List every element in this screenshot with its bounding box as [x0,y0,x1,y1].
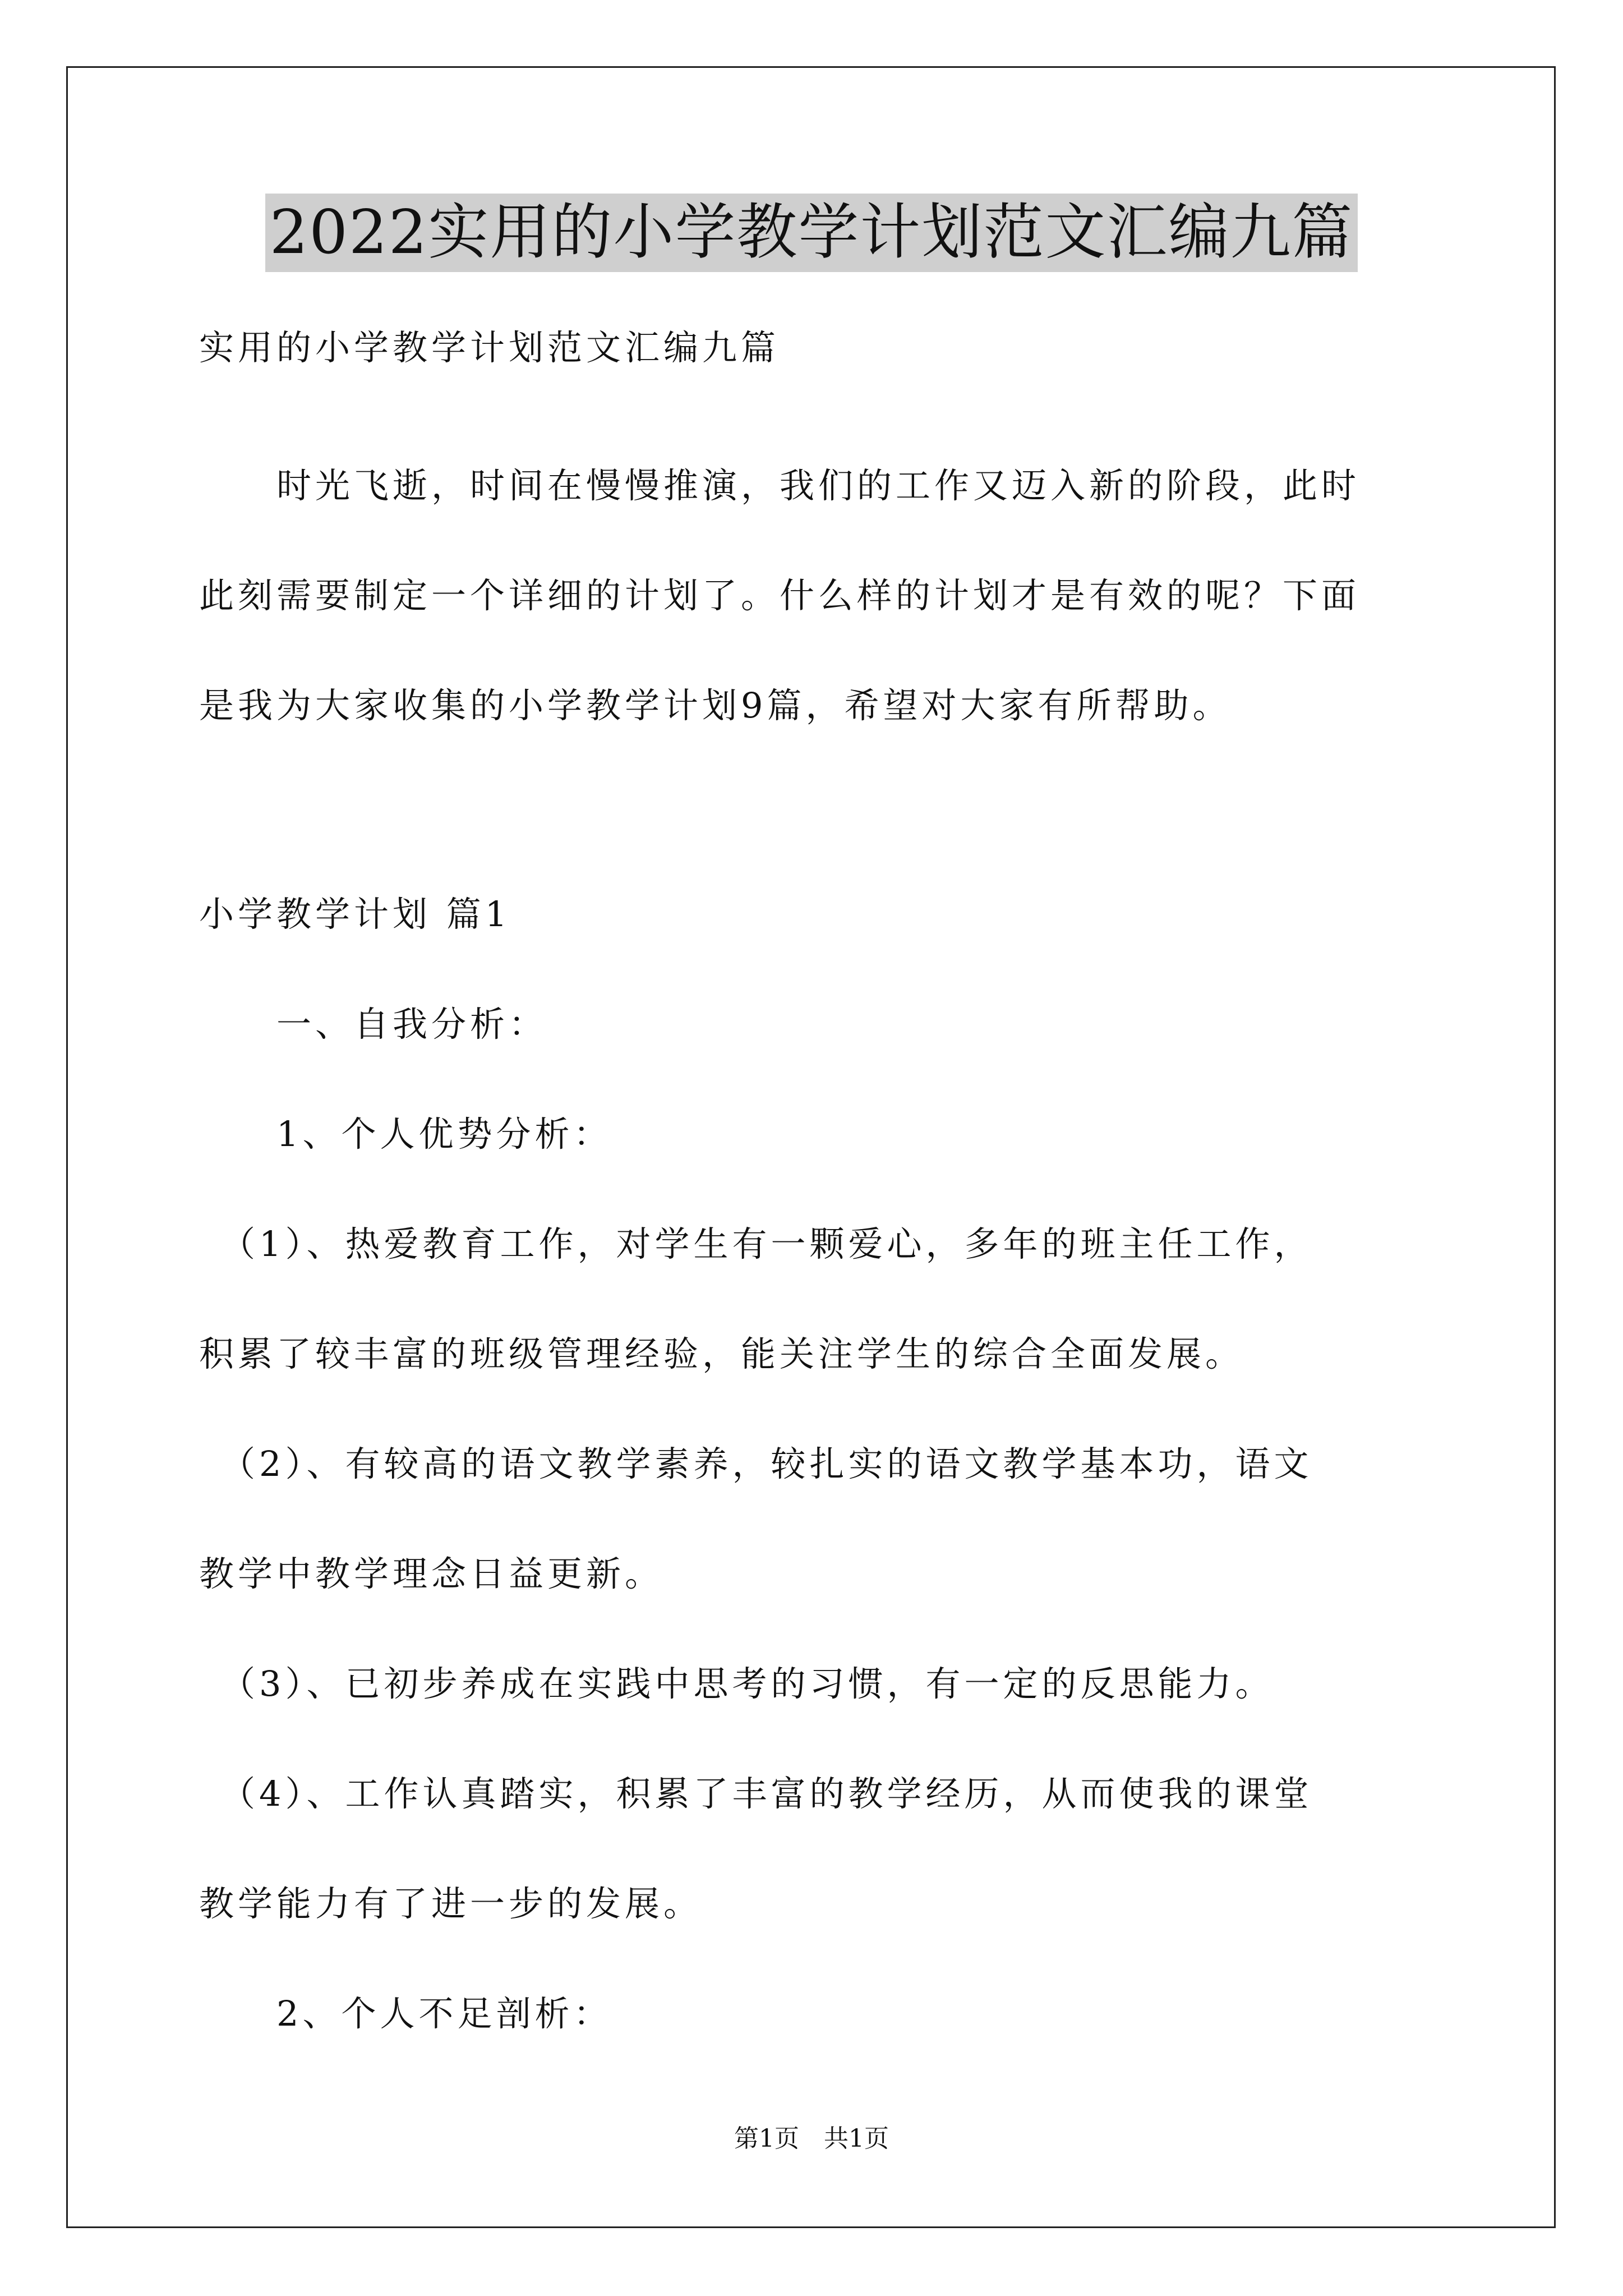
paragraph-line: 积累了较丰富的班级管理经验，能关注学生的综合全面发展。 [199,1333,1244,1374]
paragraph-line: 时光飞逝，时间在慢慢推演，我们的工作又迈入新的阶段，此时 [199,465,1361,506]
paragraph-line: 一、自我分析： [199,1004,548,1045]
paragraph-line: 2、个人不足剖析： [199,1993,612,2034]
paragraph-line: （4）、工作认真踏实，积累了丰富的教学经历，从而使我的课堂 [199,1773,1313,1814]
section-heading: 小学教学计划 篇1 [199,894,511,935]
paragraph-line: （2）、有较高的语文教学素养，较扎实的语文教学基本功，语文 [199,1443,1313,1484]
paragraph-line: 此刻需要制定一个详细的计划了。什么样的计划才是有效的呢？下面 [199,575,1361,616]
paragraph-line: 教学中教学理念日益更新。 [199,1553,664,1594]
title-container [0,194,1623,272]
paragraph-line: 教学能力有了进一步的发展。 [199,1883,703,1924]
page-footer: 第1页 共1页 [734,2124,889,2153]
paragraph-line: 是我为大家收集的小学教学计划9篇，希望对大家有所帮助。 [199,685,1232,726]
paragraph-line: （3）、已初步养成在实践中思考的习惯，有一定的反思能力。 [199,1663,1274,1704]
document-subtitle: 实用的小学教学计划范文汇编九篇 [199,327,780,368]
document-title: 2022实用的小学教学计划范文汇编九篇 [265,194,1358,272]
paragraph-line: （1）、热爱教育工作，对学生有一颗爱心，多年的班主任工作， [199,1223,1313,1264]
paragraph-line: 1、个人优势分析： [199,1114,612,1154]
